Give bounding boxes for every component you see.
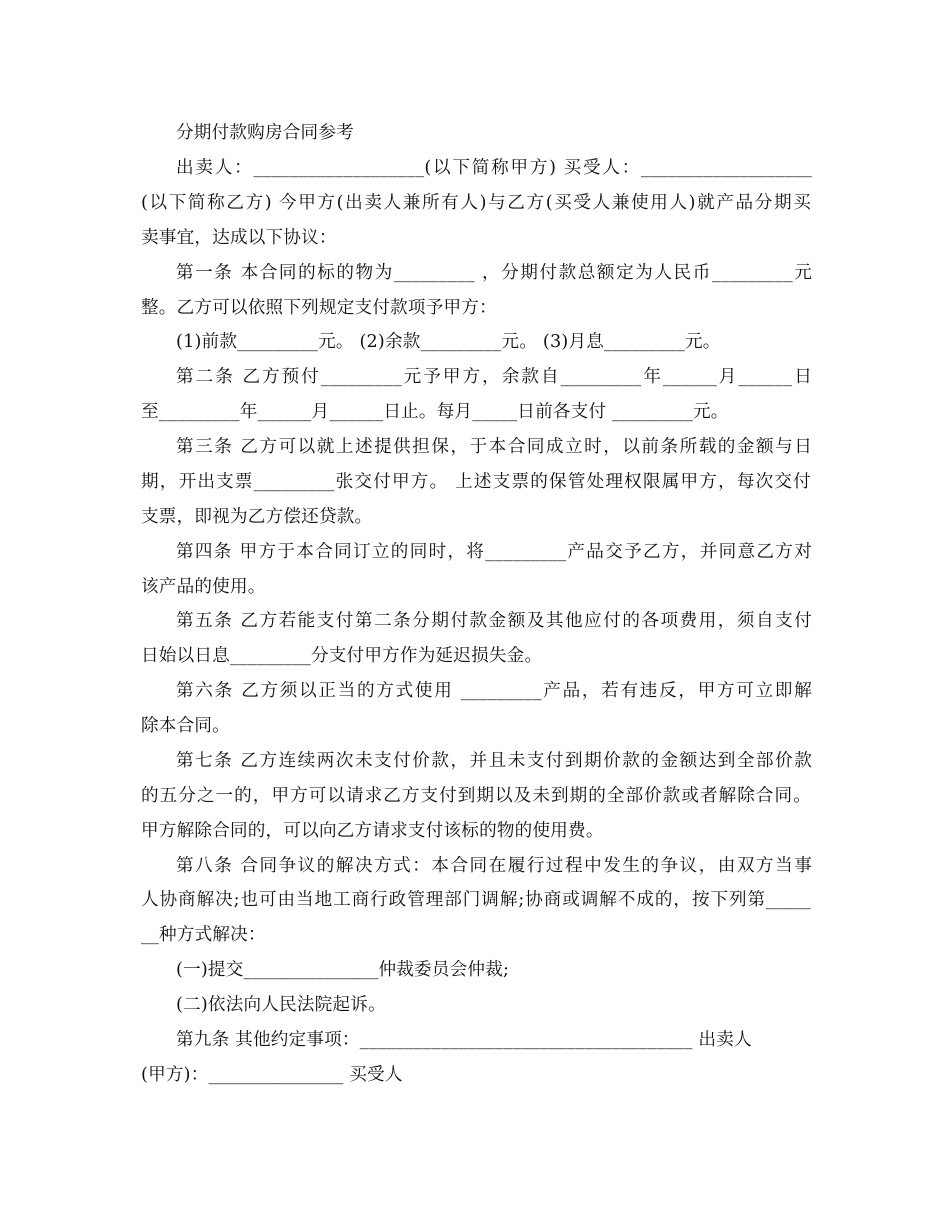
parties-line: 出卖人：___________________(以下简称甲方) 买受人：___________________ [176,158,812,178]
article-1: 第一条 本合同的标的物为_________ ，分期付款总额定为人民币_________元 [176,263,812,283]
paragraph-line: 的五分之一的，甲方可以请求乙方支付到期以及未到期的全部价款或者解除合同。 [141,786,811,806]
payment-items: (1)前款_________元。 (2)余款_________元。 (3)月息_________元。 [176,332,721,352]
paragraph-line: 人协商解决;也可由当地工商行政管理部门调解;协商或调解不成的，按下列第_____ [141,890,811,910]
paragraph-line: 整。乙方可以依照下列规定支付款项予甲方： [141,298,497,318]
article-5: 第五条 乙方若能支付第二条分期付款金额及其他应付的各项费用，须自支付 [176,611,812,631]
paragraph-line: 至_________年______月______日止。每月_____日前各支付 _________元。 [141,402,729,422]
article-4: 第四条 甲方于本合同订立的同时，将_________产品交予乙方，并同意乙方对 [176,542,812,562]
signature-line: (甲方)：_______________ 买受人 [141,1065,403,1085]
paragraph-line: 日始以日息_________分支付甲方作为延迟损失金。 [141,646,543,666]
article-7: 第七条 乙方连续两次未支付价款，并且未支付到期价款的金额达到全部价款 [176,751,812,771]
court-option: (二)依法向人民法院起诉。 [176,995,386,1015]
arbitration-option: (一)提交_______________仲裁委员会仲裁; [176,960,510,980]
paragraph-line: 除本合同。 [141,716,230,736]
article-6: 第六条 乙方须以正当的方式使用 _________产品，若有违反，甲方可立即解 [176,681,812,701]
article-9: 第九条 其他约定事项：_____________________________________ 出卖人 [176,1030,752,1050]
paragraph-line: (以下简称乙方) 今甲方(出卖人兼所有人)与乙方(买受人兼使用人)就产品分期买 [141,193,811,213]
paragraph-line: 卖事宜，达成以下协议： [141,228,337,248]
article-8: 第八条 合同争议的解决方式：本合同在履行过程中发生的争议，由双方当事 [176,856,812,876]
article-2: 第二条 乙方预付_________元予甲方，余款自_________年______月______日 [176,367,812,387]
paragraph-line: 甲方解除合同的，可以向乙方请求支付该标的物的使用费。 [141,821,604,841]
paragraph-line: 该产品的使用。 [141,577,266,597]
paragraph-line: 期，开出支票_________张交付甲方。 上述支票的保管处理权限属甲方，每次交付 [141,472,811,492]
article-3: 第三条 乙方可以就上述提供担保，于本合同成立时，以前条所载的金额与日 [176,437,812,457]
paragraph-line: 支票，即视为乙方偿还贷款。 [141,507,373,527]
document-title: 分期付款购房合同参考 [176,123,354,143]
paragraph-line: __种方式解决： [141,925,266,945]
